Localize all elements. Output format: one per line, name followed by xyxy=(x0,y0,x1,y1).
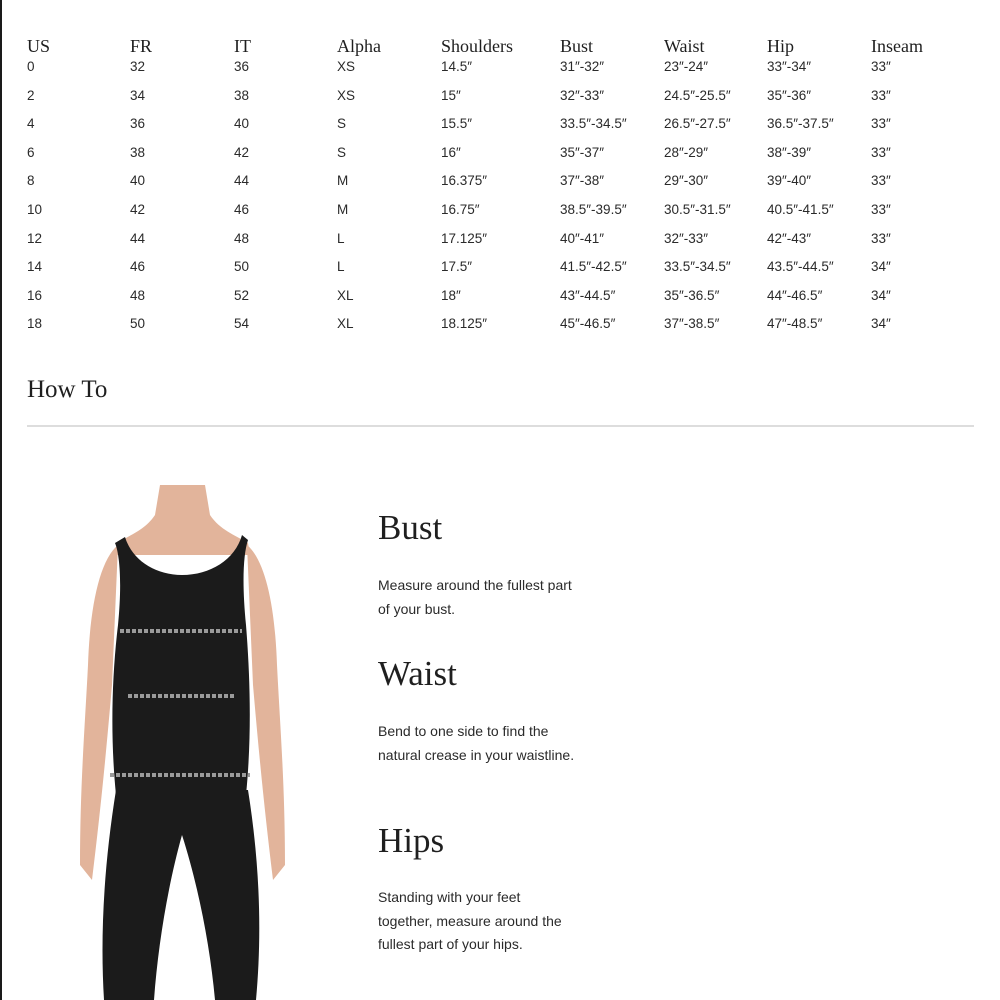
cell-shoulders: 16.375″ xyxy=(441,173,488,189)
cell-fr: 32 xyxy=(130,59,146,74)
table-row xyxy=(27,86,931,115)
cell-waist: 29″-30″ xyxy=(664,173,709,189)
table-row xyxy=(27,229,931,258)
column-header-inseam: Inseam xyxy=(871,36,923,56)
cell-it: 38 xyxy=(234,87,250,103)
cell-inseam: 33″ xyxy=(871,59,891,74)
cell-alpha: L xyxy=(337,259,345,275)
table-row xyxy=(27,257,931,286)
cell-inseam: 33″ xyxy=(871,173,891,189)
model-leggings xyxy=(103,790,260,1000)
cell-bust: 37″-38″ xyxy=(560,173,605,189)
size-chart-header-row xyxy=(27,30,931,57)
model-measurement-figure xyxy=(70,485,295,1000)
page-edge-line xyxy=(0,0,2,1000)
table-row xyxy=(27,286,931,315)
table-row xyxy=(27,200,931,229)
table-row xyxy=(27,114,931,143)
cell-it: 52 xyxy=(234,287,250,303)
cell-inseam: 33″ xyxy=(871,230,891,246)
cell-alpha: XS xyxy=(337,87,356,103)
cell-alpha: XL xyxy=(337,287,354,303)
cell-shoulders: 16″ xyxy=(441,144,461,160)
cell-shoulders: 18″ xyxy=(441,287,461,303)
cell-waist: 30.5″-31.5″ xyxy=(664,201,731,217)
cell-us: 4 xyxy=(27,116,35,132)
cell-shoulders: 16.75″ xyxy=(441,201,480,217)
cell-waist: 28″-29″ xyxy=(664,144,709,160)
model-tank-top xyxy=(112,535,249,795)
cell-shoulders: 15.5″ xyxy=(441,116,473,132)
cell-inseam: 33″ xyxy=(871,201,891,217)
cell-fr: 44 xyxy=(130,230,146,246)
cell-alpha: M xyxy=(337,173,349,189)
cell-inseam: 34″ xyxy=(871,316,891,332)
column-header-alpha: Alpha xyxy=(337,36,381,56)
cell-hip: 33″-34″ xyxy=(767,59,812,74)
cell-us: 10 xyxy=(27,201,43,217)
cell-alpha: M xyxy=(337,201,349,217)
cell-it: 40 xyxy=(234,116,250,132)
cell-fr: 46 xyxy=(130,259,146,275)
cell-us: 12 xyxy=(27,230,43,246)
cell-fr: 42 xyxy=(130,201,146,217)
hips-section-title: Hips xyxy=(378,821,445,860)
cell-bust: 31″-32″ xyxy=(560,59,605,74)
model-neck xyxy=(115,485,250,555)
cell-alpha: S xyxy=(337,144,347,160)
cell-it: 46 xyxy=(234,201,250,217)
cell-alpha: L xyxy=(337,230,345,246)
column-header-bust: Bust xyxy=(560,36,594,56)
waist-section-title: Waist xyxy=(378,654,457,693)
bust-section-text: Measure around the fullest part of your bust. xyxy=(378,577,572,617)
how-to-heading: How To xyxy=(27,376,108,403)
waist-section-text: Bend to one side to find the natural crease in your waistline. xyxy=(378,723,575,763)
cell-us: 0 xyxy=(27,59,35,74)
cell-us: 14 xyxy=(27,259,43,275)
table-row xyxy=(27,171,931,200)
column-header-fr: FR xyxy=(130,36,153,56)
cell-bust: 32″-33″ xyxy=(560,87,605,103)
column-header-us: US xyxy=(27,36,51,56)
table-row xyxy=(27,143,931,172)
cell-alpha: XL xyxy=(337,316,354,332)
cell-it: 36 xyxy=(234,59,250,74)
cell-us: 16 xyxy=(27,287,43,303)
cell-fr: 34 xyxy=(130,87,146,103)
cell-hip: 42″-43″ xyxy=(767,230,812,246)
cell-fr: 50 xyxy=(130,316,146,332)
section-divider xyxy=(27,425,974,427)
cell-waist: 23″-24″ xyxy=(664,59,709,74)
cell-hip: 40.5″-41.5″ xyxy=(767,201,834,217)
cell-alpha: S xyxy=(337,116,347,132)
bust-section-title: Bust xyxy=(378,508,443,547)
cell-it: 48 xyxy=(234,230,250,246)
cell-us: 18 xyxy=(27,316,43,332)
column-header-hip: Hip xyxy=(767,36,794,56)
cell-it: 50 xyxy=(234,259,250,275)
cell-fr: 48 xyxy=(130,287,146,303)
cell-bust: 35″-37″ xyxy=(560,144,605,160)
cell-fr: 36 xyxy=(130,116,146,132)
cell-hip: 43.5″-44.5″ xyxy=(767,259,834,275)
cell-bust: 40″-41″ xyxy=(560,230,605,246)
column-header-waist: Waist xyxy=(664,36,705,56)
cell-it: 42 xyxy=(234,144,250,160)
cell-bust: 45″-46.5″ xyxy=(560,316,616,332)
cell-hip: 36.5″-37.5″ xyxy=(767,116,834,132)
cell-inseam: 34″ xyxy=(871,259,891,275)
cell-bust: 41.5″-42.5″ xyxy=(560,259,627,275)
cell-shoulders: 18.125″ xyxy=(441,316,488,332)
cell-us: 6 xyxy=(27,144,35,160)
model-silhouette xyxy=(80,485,285,1000)
cell-hip: 35″-36″ xyxy=(767,87,812,103)
cell-shoulders: 15″ xyxy=(441,87,461,103)
cell-shoulders: 17.5″ xyxy=(441,259,473,275)
cell-alpha: XS xyxy=(337,59,356,74)
cell-hip: 44″-46.5″ xyxy=(767,287,823,303)
cell-waist: 32″-33″ xyxy=(664,230,709,246)
cell-it: 44 xyxy=(234,173,250,189)
cell-inseam: 33″ xyxy=(871,116,891,132)
cell-waist: 37″-38.5″ xyxy=(664,316,720,332)
cell-bust: 43″-44.5″ xyxy=(560,287,616,303)
table-row xyxy=(27,314,931,343)
cell-hip: 39″-40″ xyxy=(767,173,812,189)
cell-hip: 38″-39″ xyxy=(767,144,812,160)
cell-inseam: 34″ xyxy=(871,287,891,303)
cell-inseam: 33″ xyxy=(871,144,891,160)
cell-hip: 47″-48.5″ xyxy=(767,316,823,332)
size-chart-table xyxy=(27,30,931,343)
cell-fr: 38 xyxy=(130,144,146,160)
cell-us: 2 xyxy=(27,87,35,103)
cell-waist: 35″-36.5″ xyxy=(664,287,720,303)
column-header-shoulders: Shoulders xyxy=(441,36,513,56)
column-header-it: IT xyxy=(234,36,251,56)
cell-bust: 38.5″-39.5″ xyxy=(560,201,627,217)
hips-section-text: Standing with your feet together, measure around the fullest part of your hips. xyxy=(378,889,562,952)
cell-it: 54 xyxy=(234,316,250,332)
cell-us: 8 xyxy=(27,173,35,189)
cell-waist: 24.5″-25.5″ xyxy=(664,87,731,103)
cell-bust: 33.5″-34.5″ xyxy=(560,116,627,132)
size-chart-body xyxy=(27,57,931,343)
cell-inseam: 33″ xyxy=(871,87,891,103)
cell-shoulders: 14.5″ xyxy=(441,59,473,74)
cell-shoulders: 17.125″ xyxy=(441,230,488,246)
table-row xyxy=(27,57,931,86)
cell-waist: 26.5″-27.5″ xyxy=(664,116,731,132)
cell-waist: 33.5″-34.5″ xyxy=(664,259,731,275)
cell-fr: 40 xyxy=(130,173,146,189)
